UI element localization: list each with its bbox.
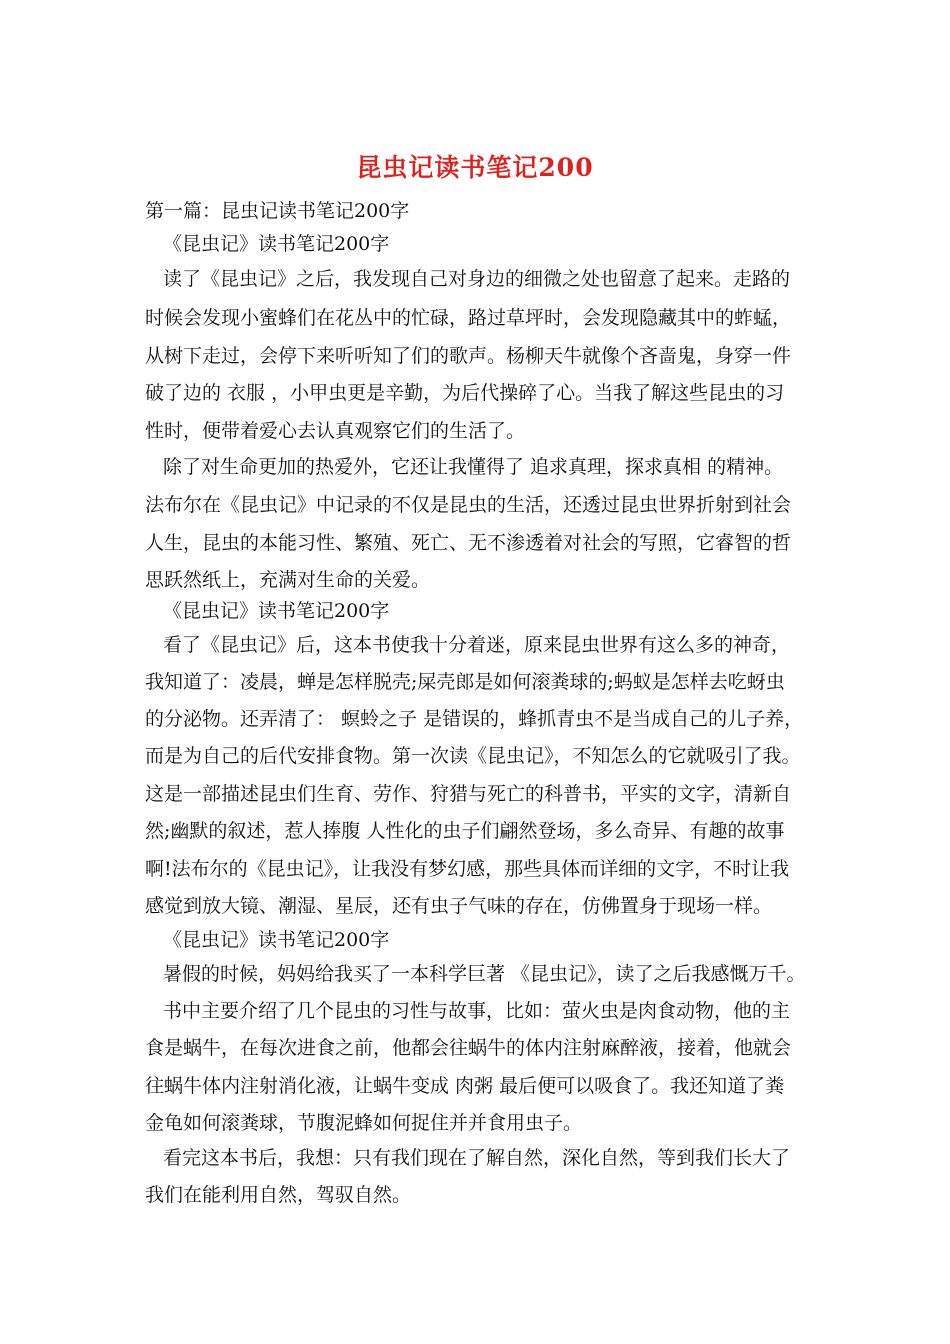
paragraph-line: 从树下走过，会停下来听听知了们的歌声。杨柳天牛就像个吝啬鬼，身穿一件 (145, 345, 792, 367)
paragraph-line: 暑假的时候，妈妈给我买了一本科学巨著 《昆虫记》，读了之后我感慨万千。 (163, 963, 806, 985)
document-title: 昆虫记读书笔记200 (356, 153, 594, 182)
paragraph-line: 人生，昆虫的本能习性、繁殖、死亡、无不渗透着对社会的写照，它睿智的哲 (145, 532, 792, 554)
paragraph-line: 的分泌物。还弄清了： 螟蛉之子 是错误的，蜂抓青虫不是当成自己的儿子养， (145, 708, 804, 730)
paragraph-line: 时候会发现小蜜蜂们在花丛中的忙碌，路过草坪时，会发现隐藏其中的蚱蜢， (145, 307, 792, 329)
paragraph-line: 性时，便带着爱心去认真观察它们的生活了。 (145, 420, 526, 442)
paragraph-line: 金龟如何滚粪球，节腹泥蜂如何捉住并并食用虫子。 (145, 1112, 583, 1134)
paragraph-line: 啊!法布尔的《昆虫记》，让我没有梦幻感，那些具体而详细的文字，不时让我 (145, 858, 790, 880)
paragraph-line: 法布尔在《昆虫记》中记录的不仅是昆虫的生活，还透过昆虫世界折射到社会 (145, 494, 792, 516)
paragraph-line: 食是蜗牛，在每次进食之前，他都会往蜗牛的体内注射麻醉液，接着，他就会 (145, 1037, 792, 1059)
paragraph-line: 看完这本书后，我想：只有我们现在了解自然，深化自然，等到我们长大了 (163, 1147, 791, 1169)
paragraph-line: 这是一部描述昆虫们生育、劳作、狩猎与死亡的科普书，平实的文字，清新自 (145, 783, 792, 805)
paragraph-line: 破了边的 衣服 ，小甲虫更是辛勤，为后代操碎了心。当我了解这些昆虫的习 (145, 382, 785, 404)
paragraph-line: 书中主要介绍了几个昆虫的习性与故事，比如：萤火虫是肉食动物，他的主 (163, 1000, 791, 1022)
section-heading: 第一篇：昆虫记读书笔记200字 (145, 200, 410, 222)
paragraph-line: 除了对生命更加的热爱外，它还让我懂得了 追求真理，探求真相 的精神。 (163, 456, 784, 478)
paragraph-line: 往蜗牛体内注射消化液，让蜗牛变成 肉粥 最后便可以吸食了。我还知道了粪 (145, 1075, 785, 1097)
paragraph-line: 读了《昆虫记》之后，我发现自己对身边的细微之处也留意了起来。走路的 (163, 268, 791, 290)
paragraph-line: 而是为自己的后代安排食物。第一次读《昆虫记》，不知怎么的它就吸引了我。 (145, 745, 801, 767)
paragraph-line: 感觉到放大镜、潮湿、星辰，还有虫子气味的存在，仿佛置身于现场一样。 (145, 895, 773, 917)
paragraph-line: 我们在能利用自然，驾驭自然。 (145, 1184, 412, 1206)
subheading: 《昆虫记》读书笔记200字 (163, 600, 390, 622)
subheading: 《昆虫记》读书笔记200字 (163, 929, 390, 951)
paragraph-line: 我知道了：凌晨，蝉是怎样脱壳;屎壳郎是如何滚粪球的;蚂蚁是怎样去吃蚜虫 (145, 671, 785, 693)
paragraph-line: 思跃然纸上，充满对生命的关爱。 (145, 569, 431, 591)
paragraph-line: 然;幽默的叙述，惹人捧腹 人性化的虫子们翩然登场，多么奇异、有趣的故事 (145, 820, 785, 842)
paragraph-line: 看了《昆虫记》后，这本书使我十分着迷，原来昆虫世界有这么多的神奇， (163, 634, 791, 656)
subheading: 《昆虫记》读书笔记200字 (163, 233, 390, 255)
